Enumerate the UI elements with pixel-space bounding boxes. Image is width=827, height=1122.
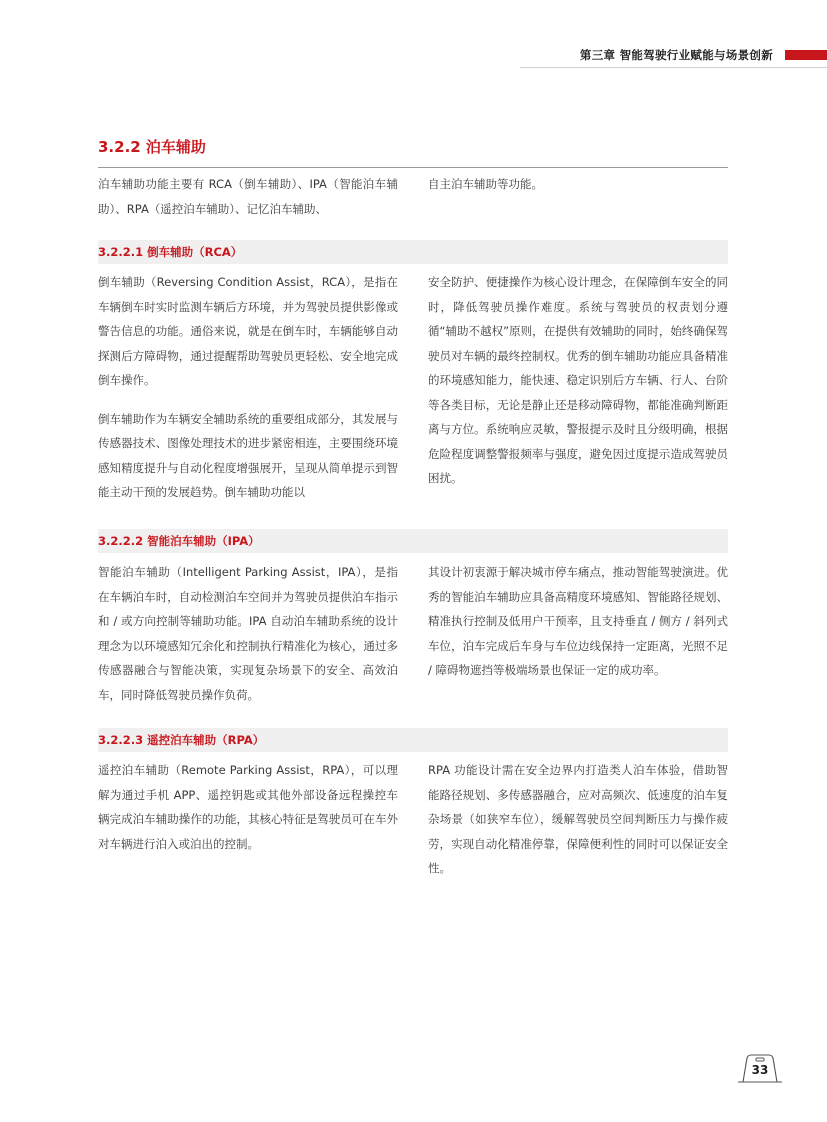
section-heading: 3.2.2 泊车辅助 bbox=[98, 138, 206, 156]
intro-left-column bbox=[98, 172, 398, 235]
paragraph: 遥控泊车辅助（Remote Parking Assist，RPA），可以理解为通过手机 APP、遥控钥匙或其他外部设备远程操控车辆完成泊车辅助操作的功能，其核心特征是驾驶员可在车外对车辆进行泊入或泊出的控制。 bbox=[98, 763, 398, 851]
subsection-title: 3.2.2.1 倒车辅助（RCA） bbox=[98, 245, 243, 259]
rca-right-column bbox=[428, 270, 728, 519]
ipa-row bbox=[98, 560, 728, 721]
paragraph: 倒车辅助作为车辆安全辅助系统的重要组成部分，其发展与传感器技术、图像处理技术的进步紧密相连，主要围绕环境感知精度提升与自动化程度增强展开，呈现从简单提示到智能主动干预的发展趋势。倒车辅助功能以 bbox=[98, 411, 398, 499]
header-divider bbox=[520, 67, 827, 68]
subsection-title: 3.2.2.2 智能泊车辅助（IPA） bbox=[98, 534, 260, 548]
page-number-badge bbox=[737, 1054, 783, 1084]
rpa-right-column bbox=[428, 758, 728, 895]
rpa-left-column bbox=[98, 758, 398, 895]
intro-right-column bbox=[428, 172, 728, 235]
page-number: 33 bbox=[751, 1063, 769, 1077]
rca-left-column bbox=[98, 270, 398, 519]
rca-row bbox=[98, 270, 728, 519]
subsection-heading-rpa bbox=[98, 728, 728, 752]
ipa-left-column bbox=[98, 560, 398, 721]
paragraph: RPA 功能设计需在安全边界内打造类人泊车体验，借助智能路径规划、多传感器融合，应对高频次、低速度的泊车复杂场景（如狭窄车位），缓解驾驶员空间判断压力与操作疲劳，实现自动化精准停靠，保障便利性的同时可以保证安全性。 bbox=[428, 763, 728, 875]
paragraph: 安全防护、便捷操作为核心设计理念，在保障倒车安全的同时，降低驾驶员操作难度。系统与驾驶员的权责划分遵循“辅助不越权”原则，在提供有效辅助的同时，始终确保驾驶员对车辆的最终控制权。优秀的倒车辅助功能应具备精准的环境感知能力，能快速、稳定识别后方车辆、行人、台阶等各类目标，无论是静止还是移动障碍物，都能准确判断距离与方位。系统响应灵敏，警报提示及时且分级明确，根据危险程度调整警报频率与强度，避免因过度提示造成驾驶员困扰。 bbox=[428, 275, 728, 485]
subsection-heading-ipa bbox=[98, 529, 728, 553]
header-accent-bar bbox=[785, 50, 827, 60]
rpa-row bbox=[98, 758, 728, 895]
ipa-right-column bbox=[428, 560, 728, 721]
chapter-title: 第三章 智能驾驶行业赋能与场景创新 bbox=[579, 48, 773, 62]
paragraph: 自主泊车辅助等功能。 bbox=[428, 177, 543, 191]
running-header bbox=[580, 48, 827, 62]
paragraph: 倒车辅助（Reversing Condition Assist，RCA），是指在车辆倒车时实时监测车辆后方环境，并为驾驶员提供影像或警告信息的功能。通俗来说，就是在倒车时，车辆能够自动探测后方障碍物，通过提醒帮助驾驶员更轻松、安全地完成倒车操作。 bbox=[98, 275, 398, 387]
paragraph: 其设计初衷源于解决城市停车痛点，推动智能驾驶演进。优秀的智能泊车辅助应具备高精度环境感知、智能路径规划、精准执行控制及低用户干预率，且支持垂直 / 侧方 / 斜列式车位，泊车完成后车身与车位边线保持一定距离，光照不足 / 障碍物遮挡等极端场景也保证一定的成功率。 bbox=[428, 565, 728, 677]
subsection-heading-rca bbox=[98, 240, 728, 264]
intro-row bbox=[98, 172, 728, 235]
subsection-title: 3.2.2.3 遥控泊车辅助（RPA） bbox=[98, 733, 265, 747]
section-divider bbox=[98, 167, 728, 168]
paragraph: 智能泊车辅助（Intelligent Parking Assist，IPA），是指在车辆泊车时，自动检测泊车空间并为驾驶员提供泊车指示和 / 或方向控制等辅助功能。IPA 自动泊车辅助系统的设计理念为以环境感知冗余化和控制执行精准化为核心，通过多传感器融合与智能决策，实现复杂场景下的安全、高效泊车，同时降低驾驶员操作负荷。 bbox=[98, 565, 398, 702]
paragraph: 泊车辅助功能主要有 RCA（倒车辅助）、IPA（智能泊车辅助）、RPA（遥控泊车辅助）、记忆泊车辅助、 bbox=[98, 177, 398, 216]
